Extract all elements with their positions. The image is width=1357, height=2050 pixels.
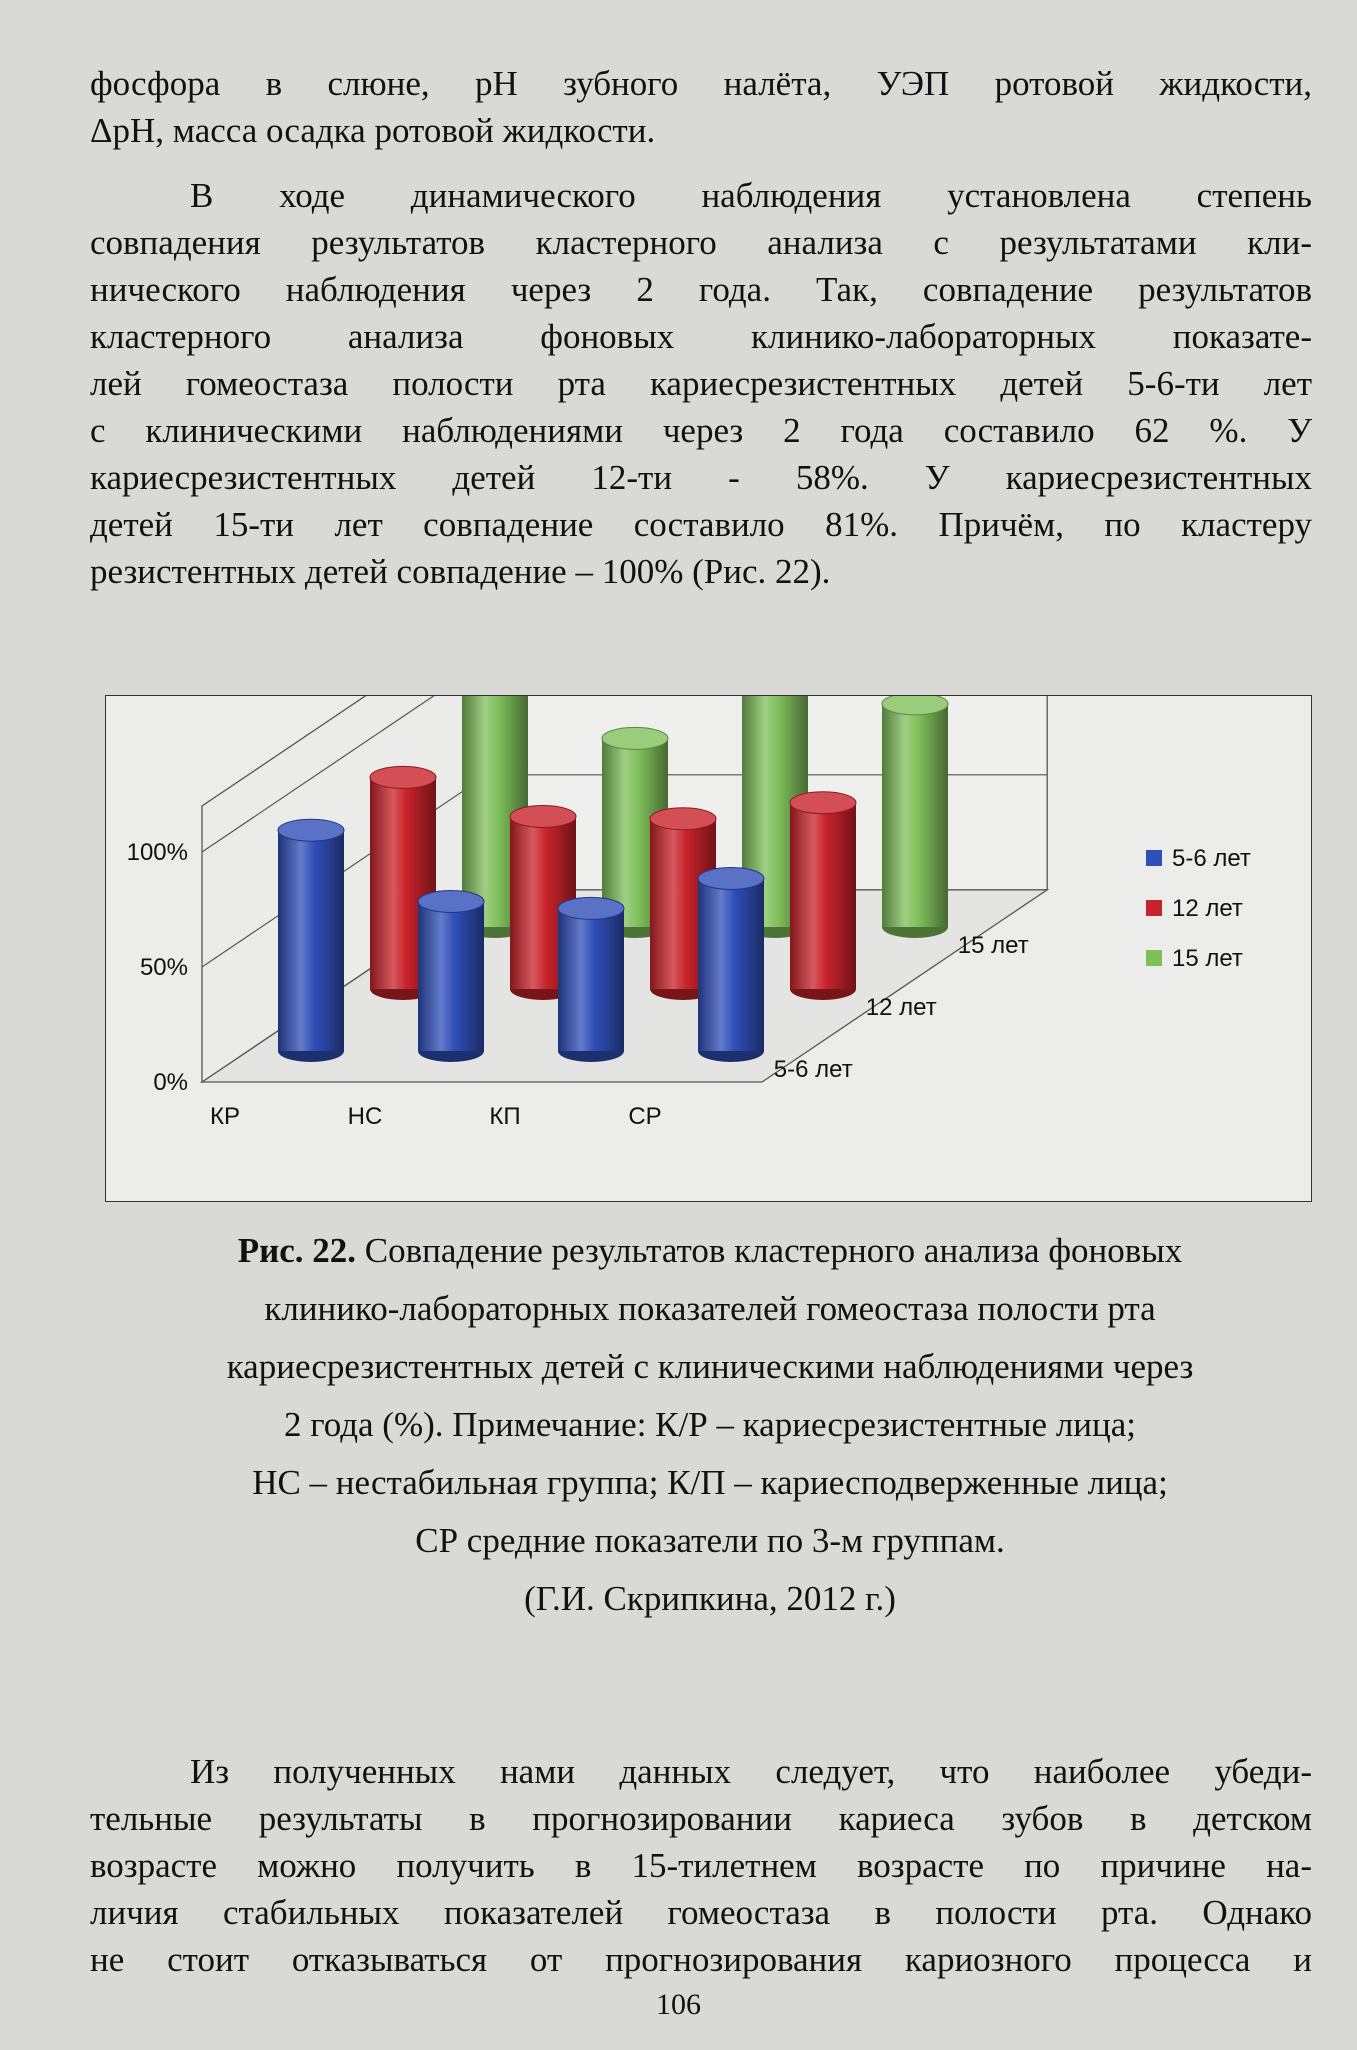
text-line: резистентных детей совпадение – 100% (Рис. 22).: [90, 552, 831, 591]
caption-line: кариесрезистентных детей с клиническими наблюдениями через: [226, 1347, 1194, 1386]
paragraph-1: [90, 60, 1312, 154]
bar-cylinder-body: [558, 908, 624, 1051]
bar-cylinder: [418, 891, 484, 1063]
x-category-label: КП: [489, 1103, 521, 1130]
x-category-label: НС: [347, 1103, 383, 1130]
caption-line: 2 года (%). Примечание: К/Р – кариесрезистентные лица;: [283, 1405, 1137, 1444]
bar-cylinder-body: [698, 879, 764, 1052]
bar-cylinder-body: [278, 830, 344, 1051]
text-line: совпадения результатов кластерного анализа с результатами кли-: [90, 223, 1312, 262]
chart-legend: [1146, 845, 1251, 972]
chart-3d-cylinder-bar: [106, 696, 1311, 1201]
legend-swatch: [1146, 900, 1162, 916]
depth-series-label: 15 лет: [957, 932, 1029, 960]
y-tick-label: 100%: [126, 839, 188, 866]
bar-cylinder-top: [278, 819, 344, 841]
caption-text: Совпадение результатов кластерного анализа фоновых: [364, 1231, 1183, 1270]
x-category-label: КР: [210, 1103, 240, 1130]
text-line: В ходе динамического наблюдения установлена степень: [190, 176, 1312, 215]
text-line: кариесрезистентных детей 12-ти - 58%. У кариесрезистентных: [90, 458, 1312, 497]
bar-cylinder-top: [418, 891, 484, 913]
bar-cylinder-body: [790, 803, 856, 989]
bar-cylinder-top: [602, 727, 668, 749]
text-line: нического наблюдения через 2 года. Так, совпадение результатов: [90, 270, 1312, 309]
bar-cylinder-top: [882, 696, 948, 715]
text-line: Из полученных нами данных следует, что наиболее убеди-: [190, 1752, 1312, 1791]
caption-line: клинико-лабораторных показателей гомеостаза полости рта: [264, 1289, 1156, 1328]
legend-label: 5-6 лет: [1172, 845, 1251, 872]
text-line: с клиническими наблюдениями через 2 года составило 62 %. У: [90, 411, 1312, 450]
figure-caption: [95, 1222, 1325, 1628]
text-line: ΔpH, масса осадка ротовой жидкости.: [90, 111, 656, 150]
caption-label: Рис. 22.: [237, 1231, 357, 1270]
paragraph-3: [90, 1748, 1312, 1983]
text-line: не стоит отказываться от прогнозирования кариозного процесса и: [90, 1940, 1312, 1979]
caption-line: СР средние показатели по 3-м группам.: [415, 1521, 1005, 1560]
depth-series-label: 12 лет: [865, 994, 937, 1022]
legend-swatch: [1146, 950, 1162, 966]
x-category-label: СР: [628, 1103, 662, 1130]
paragraph-2: [90, 172, 1312, 595]
legend-label: 12 лет: [1172, 895, 1243, 922]
text-line: детей 15-ти лет совпадение составило 81%. Причём, по кластеру: [90, 505, 1312, 544]
bar-cylinder-top: [650, 808, 716, 830]
page-number: 106: [656, 1988, 701, 2021]
bar-cylinder-top: [698, 868, 764, 890]
legend-swatch: [1146, 850, 1162, 866]
caption-line: [95, 1222, 1325, 1280]
bar-cylinder-body: [418, 902, 484, 1052]
text-line: тельные результаты в прогнозировании кариеса зубов в детском: [90, 1799, 1312, 1838]
bar-cylinder-top: [558, 897, 624, 919]
bar-cylinder: [278, 819, 344, 1062]
caption-line: НС – нестабильная группа; К/П – кариесподверженные лица;: [252, 1463, 1168, 1502]
bar-cylinder-body: [882, 704, 948, 927]
caption-line: (Г.И. Скрипкина, 2012 г.): [524, 1579, 896, 1618]
legend-label: 15 лет: [1172, 945, 1243, 972]
text-line: возрасте можно получить в 15-тилетнем возрасте по причине на-: [90, 1846, 1312, 1885]
text-line: кластерного анализа фоновых клинико-лабораторных показате-: [90, 317, 1312, 356]
bar-cylinder: [558, 897, 624, 1062]
bar-cylinder-top: [790, 792, 856, 814]
y-tick-label: 50%: [139, 954, 188, 981]
bar-cylinder: [698, 868, 764, 1063]
bar-cylinder-top: [510, 806, 576, 828]
bar-cylinder: [882, 696, 948, 938]
text-line: фосфора в слюне, pH зубного налёта, УЭП ротовой жидкости,: [90, 64, 1312, 103]
y-tick-label: 0%: [153, 1069, 188, 1096]
text-line: лей гомеостаза полости рта кариесрезистентных детей 5-6-ти лет: [90, 364, 1312, 403]
figure-22-chart-frame: [105, 695, 1312, 1202]
depth-series-label: 5-6 лет: [773, 1056, 853, 1084]
bar-cylinder: [790, 792, 856, 1000]
bar-cylinder-top: [370, 766, 436, 788]
text-line: личия стабильных показателей гомеостаза в полости рта. Однако: [90, 1893, 1312, 1932]
